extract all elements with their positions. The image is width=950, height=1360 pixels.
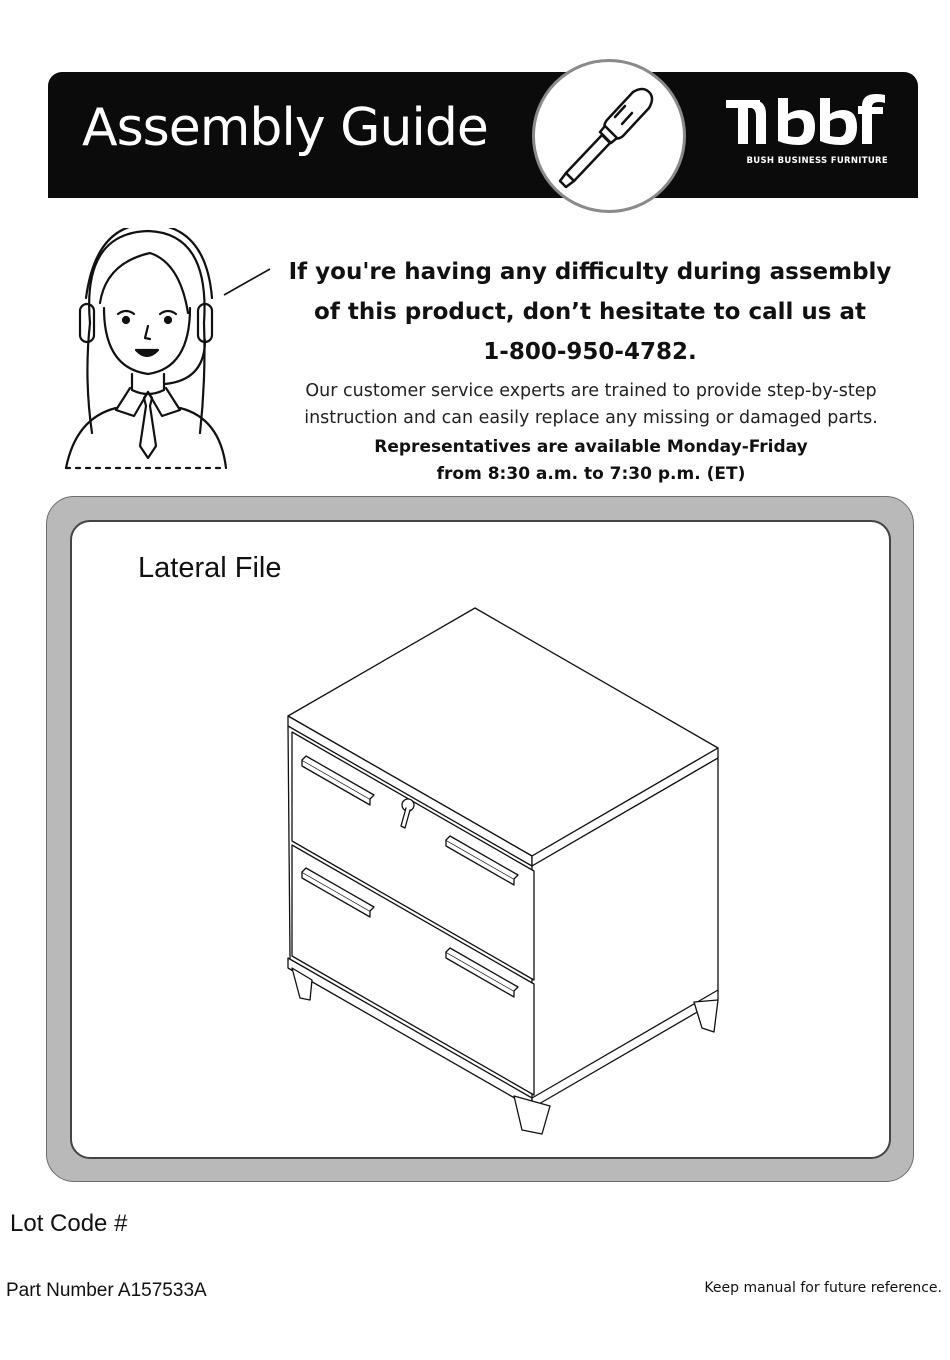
- support-phone: 1-800-950-4782.: [483, 339, 697, 365]
- support-headline-line2: of this product, don’t hesitate to call us at: [314, 299, 866, 325]
- lateral-file-cabinet-illustration: [270, 600, 730, 1145]
- support-description: [262, 378, 920, 432]
- support-headline-line1: If you're having any difficulty during assembly: [288, 259, 892, 285]
- support-headline: [270, 252, 910, 372]
- header-banner: [48, 72, 918, 198]
- screwdriver-icon: [535, 62, 683, 210]
- lot-code-label: Lot Code #: [10, 1210, 128, 1237]
- support-hours-line1: Representatives are available Monday-Friday: [374, 437, 808, 457]
- support-agent-icon: [60, 228, 230, 473]
- product-name: Lateral File: [138, 552, 282, 584]
- brand-logo: [722, 94, 892, 174]
- speech-line: [222, 265, 274, 299]
- support-hours-line2: from 8:30 a.m. to 7:30 p.m. (ET): [436, 464, 746, 484]
- tool-badge: [532, 59, 686, 213]
- keep-manual-note: Keep manual for future reference.: [704, 1280, 942, 1296]
- support-hours: [262, 434, 920, 488]
- part-number: Part Number A157533A: [6, 1280, 207, 1301]
- guide-title: Assembly Guide: [82, 98, 488, 158]
- support-description-line2: instruction and can easily replace any missing or damaged parts.: [304, 408, 878, 428]
- support-description-line1: Our customer service experts are trained to provide step-by-step: [305, 381, 877, 401]
- bbf-logo-icon: [722, 94, 892, 154]
- brand-tagline: BUSH BUSINESS FURNITURE: [746, 156, 888, 166]
